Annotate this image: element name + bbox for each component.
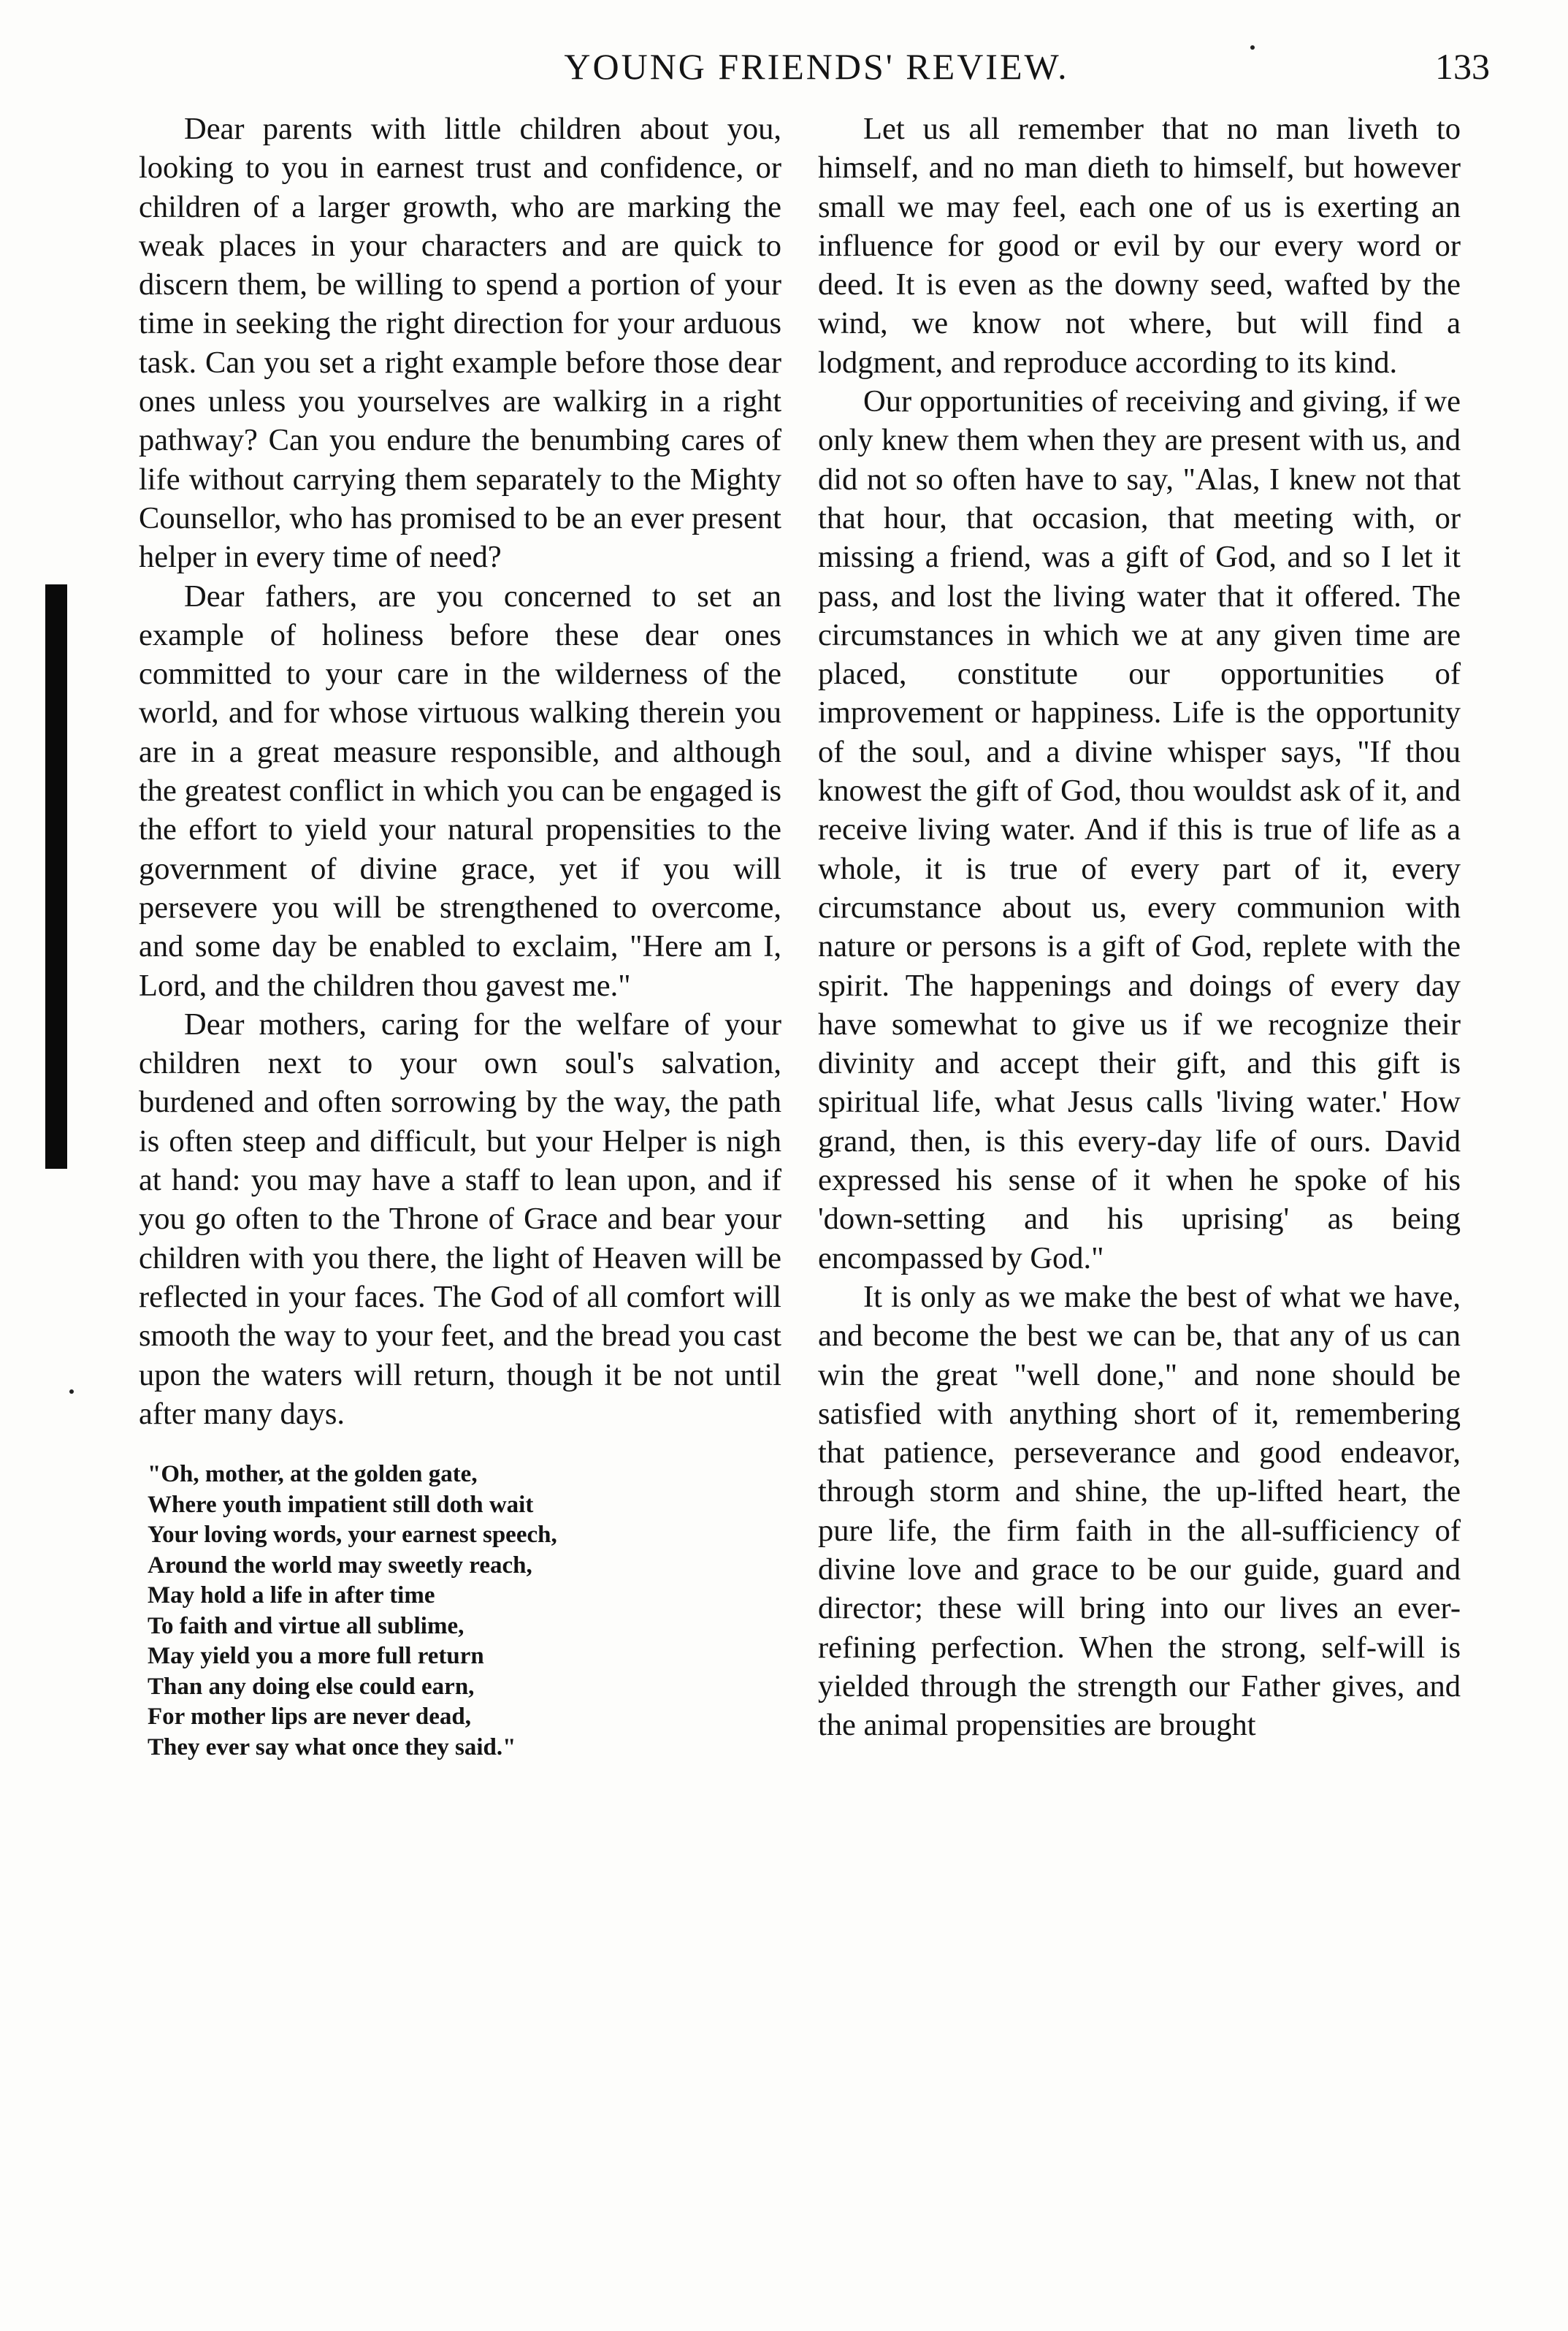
- paragraph: Let us all remember that no man liveth to himself, and no man dieth to himself, but however small we may feel, each one of us is exerting an influence for good or evil by our every word or deed. It is even as the downy seed, wafted by the wind, we know not where, but will find a lodgment, and reproduce according to its kind.: [818, 112, 1461, 380]
- paragraph: Dear mothers, caring for the welfare of your children next to your own soul's salvation, burdened and often sorrowing by the way, the path is often steep and difficult, but your Helper is nigh at hand: you may have a staff to lean upon, and if you go often to the Throne of Grace and bear your children with you there, the light of Heaven will be reflected in your faces. The God of all comfort will smooth the way to your feet, and the bread you cast upon the waters will return, though it be not until after many days.: [139, 1007, 781, 1431]
- right-column: [818, 110, 1461, 1744]
- page-header: [137, 45, 1496, 96]
- paragraph: Dear fathers, are you concerned to set an example of holiness before these dear ones committed to your care in the wilderness of the world, and for whose virtuous walking therein you are in a great measure responsible, and although the greatest conflict in which you can be engaged is the effort to yield your natural propensities to the government of divine grace, yet if you will persevere you will be strengthened to overcome, and some day be enabled to exclaim, "Here am I, Lord, and the children thou gavest me.": [139, 579, 781, 1003]
- poem: [148, 1460, 781, 1763]
- poem-line: For mother lips are never dead,: [148, 1704, 472, 1731]
- margin-rule: [45, 584, 67, 1169]
- poem-line: Around the world may sweetly reach,: [148, 1552, 532, 1579]
- poem-line: They ever say what once they said.": [148, 1733, 516, 1760]
- poem-line: May hold a life in after time: [148, 1582, 435, 1609]
- running-title: YOUNG FRIENDS' REVIEW.: [564, 46, 1069, 87]
- poem-line: To faith and virtue all sublime,: [148, 1612, 464, 1639]
- poem-line: Where youth impatient still doth wait: [148, 1491, 534, 1518]
- paragraph: Dear parents with little children about you, looking to you in earnest trust and confidence, or children of a larger growth, who are marking the weak places in your characters and are quick to discern them, be willing to spend a portion of your time in seeking the right direction for your arduous task. Can you set a right example before those dear ones unless you yourselves are walkirg in a right pathway? Can you endure the benumbing cares of life without carrying them separately to the Mighty Counsellor, who has promised to be an ever present helper in every time of need?: [139, 112, 781, 575]
- left-column: [139, 110, 781, 1763]
- poem-line: Your loving words, your earnest speech,: [148, 1522, 557, 1549]
- paragraph: Our opportunities of receiving and giving, if we only knew them when they are present with us, and did not so often have to say, "Alas, I knew not that that hour, that occasion, that meeting with, or missing a friend, was a gift of God, and so I let it pass, and lost the living water that it offered. The circumstances in which we at any given time are placed, constitute our opportunities of improvement or happiness. Life is the opportunity of the soul, and a divine whisper says, "If thou knowest the gift of God, thou wouldst ask of it, and receive living water. And if this is true of life as a whole, it is true of every part of it, every circumstance about us, every communion with nature or persons is a gift of God, replete with the spirit. The happenings and doings of every day have somewhat to give us if we recognize their divinity and accept their gift, and this gift is spiritual life, what Jesus calls 'living water.' How grand, then, is this every-day life of ours. David expressed his sense of it when he spoke of his 'down-setting and his uprising' as being encompassed by God.": [818, 384, 1461, 1275]
- scan-speck: [1250, 45, 1255, 50]
- poem-line: "Oh, mother, at the golden gate,: [148, 1461, 478, 1488]
- poem-line: May yield you a more full return: [148, 1643, 484, 1670]
- page-number: 133: [1435, 46, 1490, 87]
- paragraph: It is only as we make the best of what we have, and become the best we can be, that any of us can win the great "well done," and none should be satisfied with anything short of it, remembering that patience, perseverance and good endeavor, through storm and shine, the up-lifted heart, the pure life, the firm faith in the all-sufficiency of divine love and grace to be our guide, guard and director; these will bring into our lives an ever-refining perfection. When the strong, self-will is yielded through the strength our Father gives, and the animal propensities are brought: [818, 1279, 1461, 1743]
- poem-line: Than any doing else could earn,: [148, 1673, 475, 1700]
- scan-speck: [69, 1389, 74, 1394]
